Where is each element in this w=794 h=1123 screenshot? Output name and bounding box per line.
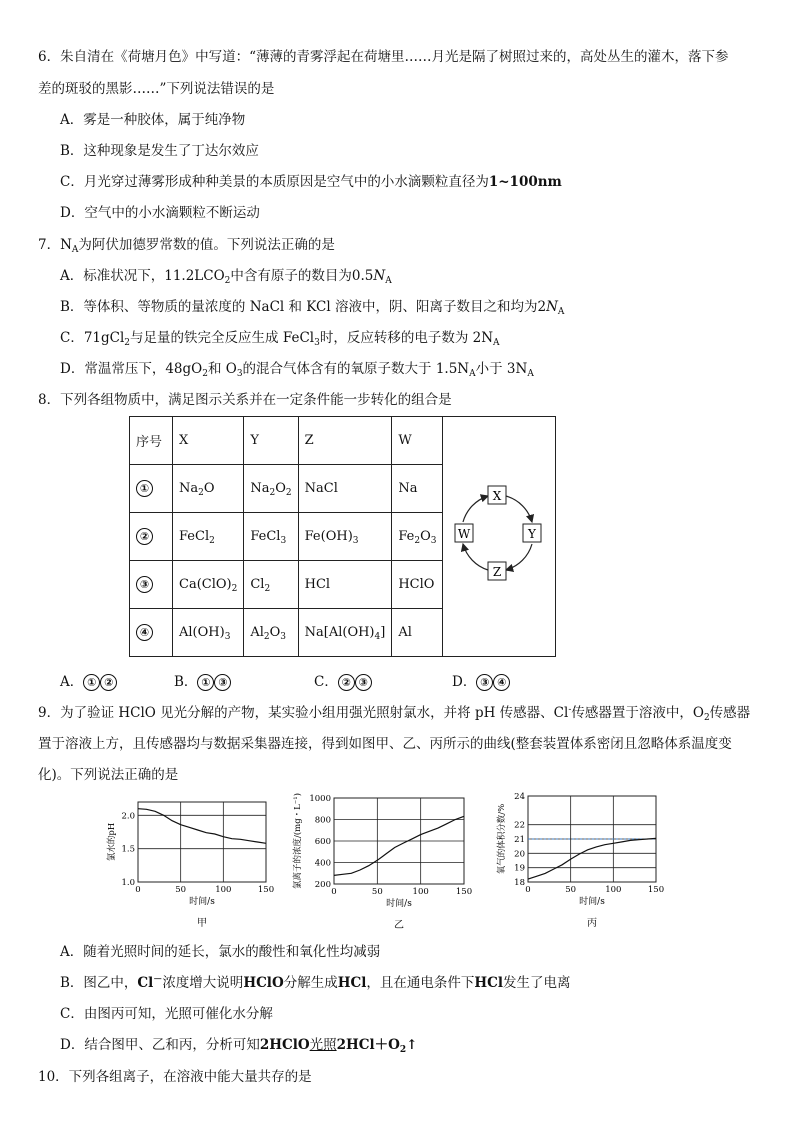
q7-a-t1: A．标准状况下，11.2LCO (60, 268, 225, 284)
q9-option-a: A．随着光照时间的延长，氯水的酸性和氧化性均减弱 (60, 944, 381, 960)
x-tick-label: 100 (412, 887, 429, 897)
table-cell: $Al(OH)_3$ (173, 609, 244, 657)
table-cell: $Na_2O_2$ (244, 465, 298, 513)
q7-stem-post: 为阿伏加德罗常数的值。下列说法正确的是 (78, 237, 335, 253)
table-header-cell: W (392, 417, 443, 465)
chart-chloride (288, 790, 482, 932)
q7-d-t2: 和 O (207, 361, 237, 377)
series-line (528, 838, 656, 879)
q7-d-s2: 3 (236, 369, 243, 379)
q7-d-s3: A (469, 369, 476, 379)
x-axis-label: 时间/s (386, 899, 412, 909)
q6-stem-line2: 差的斑驳的黑影……”下列说法错误的是 (38, 81, 275, 97)
table-cell: $Na_2O$ (173, 465, 244, 513)
y-tick-label: 800 (314, 815, 331, 826)
q9-stem-line1: 9．为了验证 HClO 见光分解的产物，某实验小组用强光照射氯水，并将 pH 传感器、Cl-传感器置于溶液中，$O_2$传感器 (38, 705, 751, 723)
q6-option-c (60, 170, 562, 190)
y-tick-label: 200 (314, 880, 331, 890)
table-cell: $Na[Al(OH)_4]$ (298, 609, 392, 657)
q8-answer-d: D． ③ ④ (452, 670, 510, 691)
q8-answer-b: B． ① ③ (174, 670, 231, 691)
x-tick-label: 50 (371, 887, 383, 897)
q9-option-c: C．由图丙可知，光照可催化水分解 (60, 1006, 273, 1022)
plot-frame (138, 802, 266, 882)
x-tick-label: 50 (565, 885, 577, 895)
row-number: ④ (136, 624, 153, 641)
row-number: ② (136, 528, 153, 545)
q7-c-t3: 时，反应转移的电子数为 2N (319, 330, 494, 346)
table-cell: $Fe(OH)_3$ (298, 513, 392, 561)
q7-option-d (60, 357, 534, 377)
table-cell (130, 513, 173, 561)
q7-a-s2: A (385, 276, 392, 286)
q7-stem (38, 233, 335, 253)
table-header-cell: Z (298, 417, 392, 465)
y-tick-label: 400 (314, 858, 331, 869)
y-tick-label: 1000 (309, 794, 331, 804)
y-tick-label: 1.0 (121, 878, 135, 888)
table-cell: Al (392, 609, 443, 657)
q7-c-s2: 3 (314, 338, 320, 348)
y-tick-label: 2.0 (121, 811, 135, 822)
x-axis-label: 时间/s (579, 897, 605, 907)
chart-caption: 乙 (394, 920, 404, 931)
q6-option-d: D．空气中的小水滴颗粒不断运动 (60, 205, 260, 221)
arrow-x-to-y (506, 496, 532, 522)
q8-stem: 8．下列各组物质中，满足图示关系并在一定条件能一步转化的组合是 (38, 392, 452, 408)
x-tick-label: 150 (257, 885, 275, 895)
q7-d-s4: A (527, 369, 534, 379)
arrow-z-to-w (463, 544, 488, 570)
y-axis-label: 氧气的体积分数/% (497, 803, 507, 875)
q7-option-c (60, 326, 500, 346)
table-cell: Na (392, 465, 443, 513)
series-line (334, 816, 464, 875)
q10-stem: 10．下列各组离子，在溶液中能大量共存的是 (38, 1069, 312, 1085)
table-cell: $Ca(ClO)_2$ (173, 561, 244, 609)
q7-b-n: N (546, 299, 558, 315)
table-cell: $Cl_2$ (244, 561, 298, 609)
y-tick-label: 19 (514, 863, 525, 874)
q6-option-c-value: 1~100nm (488, 174, 562, 190)
table-cell: HClO (392, 561, 443, 609)
node-y: Y (528, 526, 537, 541)
table-header-cell: X (173, 417, 244, 465)
table-cell: FeCl$_3$ (244, 513, 298, 561)
x-tick-label: 150 (647, 885, 665, 895)
q7-b-s1: A (557, 307, 565, 317)
q7-c-s1: 2 (124, 338, 131, 348)
x-tick-label: 100 (605, 885, 622, 895)
q7-d-t1: D．常温常压下，48gO (60, 361, 203, 377)
q7-d-s1: 2 (202, 369, 208, 379)
row-number: ③ (136, 576, 153, 593)
x-tick-label: 0 (135, 885, 141, 895)
table-cell (130, 561, 173, 609)
q7-option-b (60, 295, 564, 315)
q7-c-t2: 与足量的铁完全反应生成 FeCl (130, 330, 315, 346)
arrow-y-to-z (506, 544, 532, 570)
q8-answer-c: C． ② ③ (314, 670, 372, 691)
table-cell (130, 609, 173, 657)
table-cell: HCl (298, 561, 392, 609)
cycle-diagram-cell (443, 417, 556, 657)
q9-stem-line3: 化)。下列说法正确的是 (38, 767, 179, 783)
node-w: W (458, 526, 471, 541)
table-cell (130, 465, 173, 513)
y-tick-label: 1.5 (121, 844, 135, 855)
q7-d-t4: 小于 3N (475, 361, 528, 377)
cycle-diagram (443, 418, 555, 656)
y-tick-label: 600 (314, 837, 331, 847)
y-tick-label: 20 (514, 849, 525, 860)
x-tick-label: 0 (525, 885, 531, 895)
y-axis-label: 氯水的pH (107, 822, 117, 862)
q6-option-b: B．这种现象是发生了丁达尔效应 (60, 143, 259, 159)
table-row (130, 417, 556, 465)
y-tick-label: 22 (514, 820, 525, 831)
q7-c-s3: A (493, 338, 500, 348)
arrow-w-to-x (463, 496, 488, 522)
table-header-cell: Y (244, 417, 298, 465)
chart-ph (104, 790, 280, 932)
table-header-cell: 序号 (130, 417, 173, 465)
chart-caption: 甲 (197, 918, 207, 929)
node-x: X (493, 488, 502, 503)
q7-b-t1: B．等体积、等物质的量浓度的 NaCl 和 KCl 溶液中，阴、阳离子数目之和均为2 (60, 299, 547, 315)
y-tick-label: 21 (514, 835, 525, 845)
table-cell: NaCl (298, 465, 392, 513)
chart-oxygen (494, 790, 670, 932)
q9-option-d: D．结合图甲、乙和丙，分析可知2HClO光照$2HCl+O_2↑$ (60, 1037, 418, 1055)
table-cell: $Fe_2O_3$ (392, 513, 443, 561)
q7-a-t2: 中含有原子的数目为0.5 (230, 268, 374, 284)
x-tick-label: 0 (331, 887, 337, 897)
q7-stem-sub: A (71, 245, 79, 255)
q7-stem-pre: 7．N (38, 237, 72, 253)
q6-option-a: A．雾是一种胶体，属于纯净物 (60, 112, 246, 128)
x-axis-label: 时间/s (189, 897, 215, 907)
node-z: Z (493, 564, 502, 579)
y-tick-label: 18 (514, 878, 525, 888)
q7-a-n: N (373, 268, 386, 284)
q7-a-s1: 2 (224, 276, 231, 286)
chart-caption: 丙 (587, 918, 597, 929)
table-cell: $Al_2O_3$ (244, 609, 298, 657)
x-tick-label: 50 (175, 885, 187, 895)
y-tick-label: 24 (514, 792, 525, 802)
y-axis-label: 氯离子的浓度/(mg・L⁻¹) (293, 792, 303, 890)
q6-option-c-text: C．月光穿过薄雾形成种种美景的本质原因是空气中的小水滴颗粒直径为 (60, 174, 489, 190)
series-line (138, 809, 266, 844)
q9-option-b: B．图乙中，Cl－浓度增大说明HClO分解生成HCl，且在通电条件下HCl发生了电离 (60, 975, 571, 991)
q7-c-t1: C．71gCl (60, 330, 125, 346)
q7-option-a (60, 264, 392, 284)
q7-d-t3: 的混合气体含有的氧原子数大于 1.5N (242, 361, 470, 377)
row-number: ① (136, 480, 153, 497)
q6-stem-line1: 6．朱自清在《荷塘月色》中写道：“薄薄的青雾浮起在荷塘里……月光是隔了树照过来的，高处丛生的灌木，落下参 (38, 49, 729, 65)
q8-answer-a: A． ① ② (60, 670, 117, 691)
x-tick-label: 150 (455, 887, 473, 897)
table-cell: FeCl$_2$ (173, 513, 244, 561)
x-tick-label: 100 (215, 885, 232, 895)
q9-stem-line2: 置于溶液上方，且传感器均与数据采集器连接，得到如图甲、乙、丙所示的曲线(整套装置体系密闭且忽略体系温度变 (38, 736, 732, 752)
q8-table (129, 416, 556, 657)
